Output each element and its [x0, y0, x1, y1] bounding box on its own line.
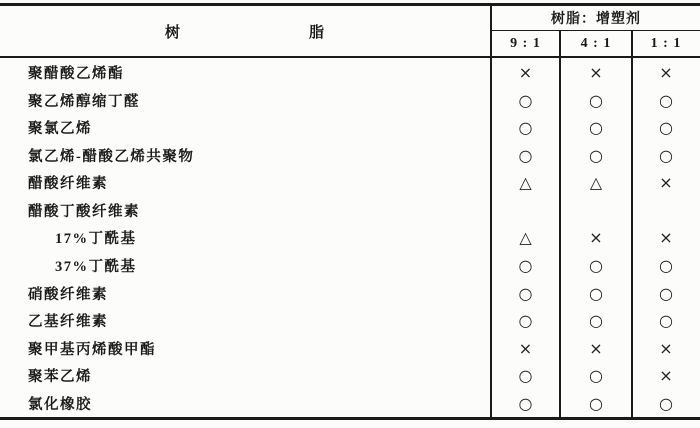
- table-row: [0, 169, 700, 197]
- ratio-9-1-value: ×: [518, 63, 533, 83]
- resin-name: 聚醋酸乙烯酯: [28, 66, 124, 83]
- resin-name: 硝酸纤维素: [28, 286, 108, 303]
- ratio-1-1-value: ○: [659, 118, 673, 138]
- resin-name: 醋酸丁酸纤维素: [28, 203, 140, 220]
- ratio-9-1-value: ○: [518, 311, 533, 331]
- ratio-4-1-value: ×: [589, 338, 603, 358]
- table-row: [0, 307, 700, 335]
- ratio-1-1-value: ○: [659, 90, 673, 110]
- table-row: [0, 142, 700, 170]
- resin-name: 聚苯乙烯: [28, 369, 92, 386]
- ratio-1-1-value: ×: [659, 63, 673, 83]
- ratio-4-1-value: ○: [589, 118, 603, 138]
- table-row: [0, 334, 700, 362]
- ratio-4-1-value: ×: [589, 228, 603, 248]
- header-bottom-rule: [0, 56, 700, 58]
- ratio-column-header-9-1: 9 : 1: [510, 35, 541, 51]
- table-row: [0, 224, 700, 252]
- resin-name: 醋酸纤维素: [28, 176, 108, 193]
- ratio-9-1-value: ○: [518, 255, 533, 275]
- ratio-subheaders: [491, 31, 700, 56]
- ratio-9-1-value: ○: [518, 118, 533, 138]
- ratio-9-1-value: ○: [518, 145, 533, 165]
- ratio-1-1-value: ×: [659, 366, 673, 386]
- table-body: [0, 59, 700, 417]
- ratio-4-1-value: ○: [589, 366, 603, 386]
- ratio-1-1-value: ○: [659, 283, 673, 303]
- ratio-group-header: [492, 5, 700, 30]
- ratio-1-1-value: ×: [659, 338, 673, 358]
- ratio-1-1-value: ○: [659, 311, 673, 331]
- ratio-4-1-value: △: [589, 173, 603, 193]
- resin-name: 氯化橡胶: [28, 396, 92, 413]
- resin-name: 氯乙烯-醋酸乙烯共聚物: [28, 148, 195, 165]
- ratio-9-1-value: ×: [518, 338, 533, 358]
- ratio-column-header-1-1: 1 : 1: [650, 35, 682, 51]
- table-row: [0, 252, 700, 280]
- resin-name: 聚甲基丙烯酸甲酯: [28, 341, 156, 358]
- table-row: [0, 389, 700, 417]
- table-row: [0, 114, 700, 142]
- resin-name: 37%丁酰基: [55, 258, 137, 275]
- resin-column-header: [0, 6, 490, 56]
- ratio-9-1-value: △: [519, 173, 532, 193]
- ratio-1-1-value: ○: [659, 255, 673, 275]
- ratio-9-1-value: ○: [518, 283, 533, 303]
- resin-name: 17%丁酰基: [55, 231, 137, 248]
- table-row: [0, 362, 700, 390]
- resin-name: 聚乙烯醇缩丁醛: [28, 93, 140, 110]
- ratio-4-1-value: ○: [589, 393, 603, 413]
- ratio-4-1-value: ○: [589, 255, 603, 275]
- resin-name: 聚氯乙烯: [28, 121, 92, 138]
- bottom-rule: [0, 417, 700, 420]
- ratio-4-1-value: ×: [589, 63, 603, 83]
- resin-header-char-1: 树: [164, 24, 181, 41]
- ratio-4-1-value: ○: [589, 145, 603, 165]
- ratio-1-1-value: ○: [659, 393, 673, 413]
- ratio-4-1-value: ○: [589, 311, 603, 331]
- ratio-4-1-value: ○: [589, 283, 603, 303]
- ratio-group-label: 树脂：增塑剂: [551, 11, 641, 27]
- resin-name: 乙基纤维素: [28, 314, 108, 331]
- table-row: [0, 279, 700, 307]
- table-row: [0, 87, 700, 115]
- ratio-1-1-value: ×: [659, 173, 673, 193]
- table-row: [0, 197, 700, 225]
- ratio-9-1-value: ○: [518, 393, 533, 413]
- table-row: [0, 59, 700, 87]
- ratio-4-1-value: ○: [589, 90, 603, 110]
- ratio-1-1-value: ×: [659, 228, 673, 248]
- ratio-9-1-value: ○: [518, 90, 533, 110]
- ratio-1-1-value: ○: [659, 145, 673, 165]
- resin-header-char-2: 脂: [309, 24, 326, 41]
- ratio-column-header-4-1: 4 : 1: [580, 35, 612, 51]
- ratio-9-1-value: △: [519, 228, 532, 248]
- ratio-9-1-value: ○: [518, 366, 533, 386]
